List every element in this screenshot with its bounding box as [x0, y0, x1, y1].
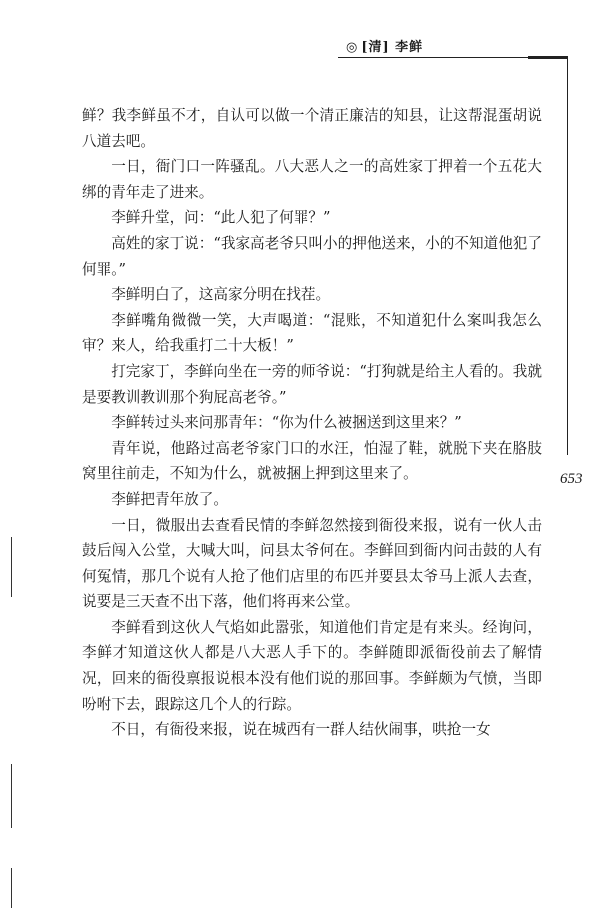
paragraph: 李鲜把青年放了。 — [111, 490, 228, 508]
paragraph: 鲜？我李鲜虽不才，自认可以做一个清正廉洁的知县，让这帮混蛋胡说八道去吧。 — [82, 107, 542, 150]
header-rule-accent — [528, 56, 568, 59]
paragraph: 李鲜升堂，问：“此人犯了何罪？” — [111, 209, 331, 227]
paragraph: 李鲜嘴角微微一笑，大声喝道：“混账，不知道犯什么案叫我怎么审？来人，给我重打二十大板！” — [82, 311, 542, 355]
paragraph: 李鲜明白了，这高家分明在找茬。 — [111, 286, 331, 304]
paragraph: 打完家丁，李鲜向坐在一旁的师爷说：“打狗就是给主人看的。我就是要教训教训那个狗屁高老爷。” — [82, 362, 542, 406]
page-number: 653 — [560, 471, 583, 487]
running-header-title: [清] 李鲜 — [361, 40, 424, 55]
margin-rule-left — [11, 868, 12, 908]
running-header — [346, 36, 423, 55]
margin-rule-left — [11, 764, 12, 828]
circle-mark-icon: ◎ — [346, 40, 359, 55]
paragraph: 一日，衙门口一阵骚乱。八大恶人之一的高姓家丁押着一个五花大绑的青年走了进来。 — [82, 158, 542, 201]
margin-rule-left — [11, 537, 12, 597]
paragraph: 高姓的家丁说：“我家高老爷只叫小的押他送来，小的不知道他犯了何罪。” — [82, 234, 542, 278]
paragraph: 李鲜转过头来问那青年：“你为什么被捆送到这里来？” — [111, 414, 462, 432]
body-text — [82, 103, 542, 743]
paragraph: 不日，有衙役来报，说在城西有一群人结伙闹事，哄抢一女 — [111, 721, 491, 739]
margin-rule-right — [567, 57, 568, 455]
paragraph: 李鲜看到这伙人气焰如此嚣张，知道他们肯定是有来头。经询问，李鲜才知道这伙人都是八大恶人手下的。李鲜随即派衙役前去了解情况，回来的衙役禀报说根本没有他们说的那回事。李鲜颇为气愤，当即吩咐下去，跟踪这几个人的行踪。 — [82, 618, 542, 713]
paragraph: 青年说，他路过高老爷家门口的水汪，怕湿了鞋，就脱下夹在胳肢窝里往前走，不知为什么，就被捆上押到这里来了。 — [82, 439, 542, 483]
paragraph: 一日，微服出去查看民情的李鲜忽然接到衙役来报，说有一伙人击鼓后闯入公堂，大喊大叫，问县太爷何在。李鲜回到衙内问击鼓的人有何冤情，那几个说有人抢了他们店里的布匹并要县太爷马上派人去查，说要是三天查不出下落，他们将再来公堂。 — [82, 516, 542, 611]
